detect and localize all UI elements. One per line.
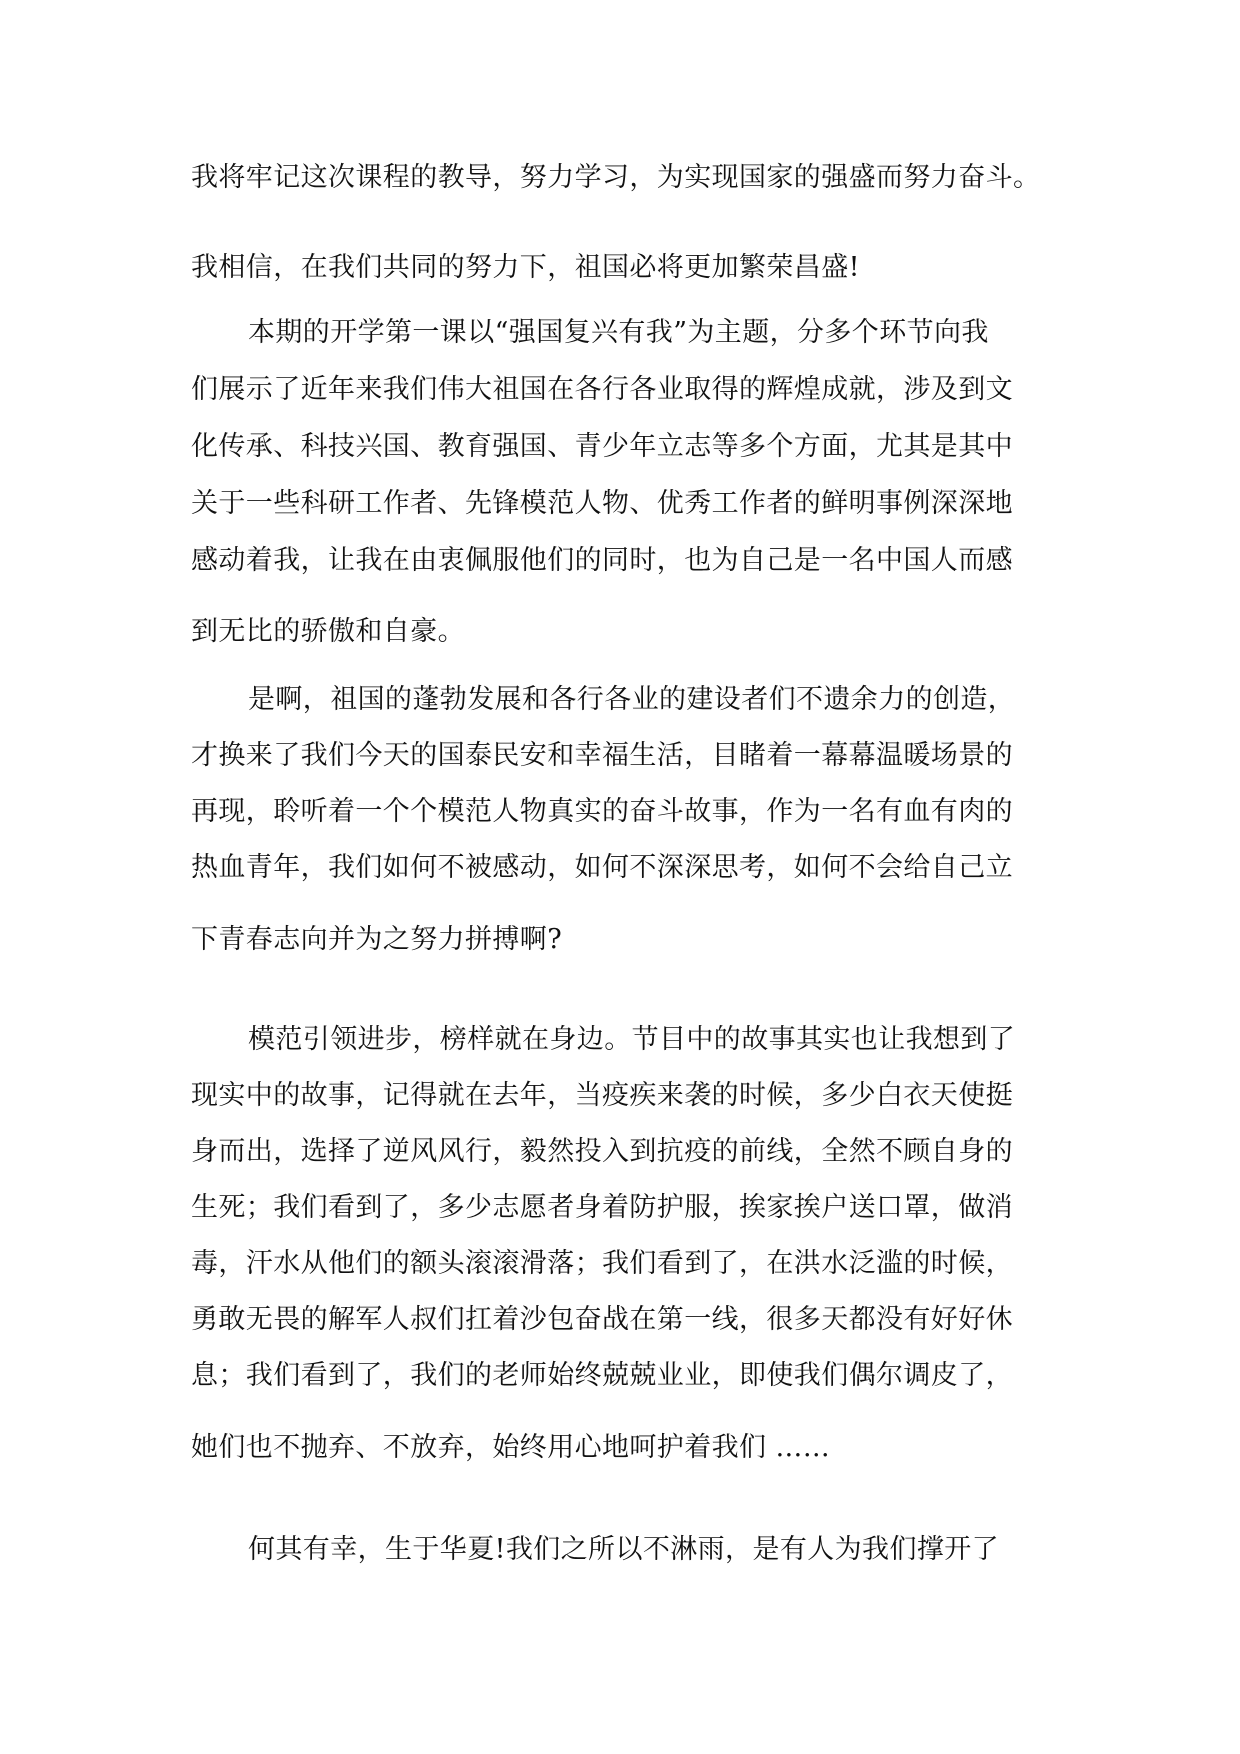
text-line: 息；我们看到了，我们的老师始终兢兢业业，即使我们偶尔调皮了， [191,1360,1013,1391]
text-line: 我相信，在我们共同的努力下，祖国必将更加繁荣昌盛! [191,252,860,283]
text-line: 下青春志向并为之努力拼搏啊? [191,924,563,955]
text-line: 现实中的故事，记得就在去年，当疫疾来袭的时候，多少白衣天使挺 [191,1080,1013,1111]
text-line: 是啊，祖国的蓬勃发展和各行各业的建设者们不遗余力的创造， [248,684,1016,715]
text-line: 感动着我，让我在由衷佩服他们的同时，也为自己是一名中国人而感 [191,545,1013,576]
text-line: 热血青年，我们如何不被感动，如何不深深思考，如何不会给自己立 [191,852,1013,883]
text-line: 我将牢记这次课程的教导，努力学习，为实现国家的强盛而努力奋斗。 [191,162,1041,193]
text-line: 到无比的骄傲和自豪。 [191,616,465,647]
text-line: 模范引领进步，榜样就在身边。节目中的故事其实也让我想到了 [248,1024,1016,1055]
text-line: 们展示了近年来我们伟大祖国在各行各业取得的辉煌成就，涉及到文 [191,374,1013,405]
text-line: 毒，汗水从他们的额头滚滚滑落；我们看到了，在洪水泛滥的时候， [191,1248,1013,1279]
text-line: 勇敢无畏的解军人叔们扛着沙包奋战在第一线，很多天都没有好好休 [191,1304,1013,1335]
text-line: 身而出，选择了逆风风行，毅然投入到抗疫的前线，全然不顾自身的 [191,1136,1013,1167]
text-line: 她们也不抛弃、不放弃，始终用心地呵护着我们 …… [191,1432,831,1463]
text-line: 生死；我们看到了，多少志愿者身着防护服，挨家挨户送口罩，做消 [191,1192,1013,1223]
text-line: 化传承、科技兴国、教育强国、青少年立志等多个方面，尤其是其中 [191,431,1013,462]
text-line: 何其有幸，生于华夏!我们之所以不淋雨，是有人为我们撑开了 [248,1534,1000,1565]
text-line: 本期的开学第一课以“强国复兴有我”为主题，分多个环节向我 [248,317,989,348]
text-line: 再现，聆听着一个个模范人物真实的奋斗故事，作为一名有血有肉的 [191,796,1013,827]
text-line: 关于一些科研工作者、先锋模范人物、优秀工作者的鲜明事例深深地 [191,488,1013,519]
text-line: 才换来了我们今天的国泰民安和幸福生活，目睹着一幕幕温暖场景的 [191,740,1013,771]
